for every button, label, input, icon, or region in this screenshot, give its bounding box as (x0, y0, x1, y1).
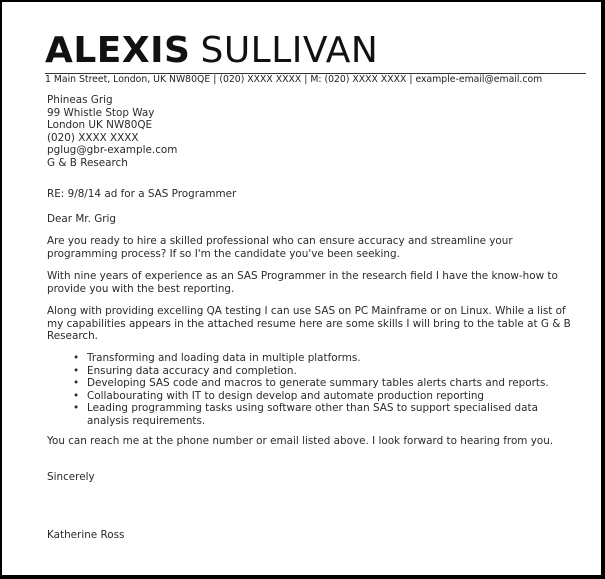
recipient-city: London UK NW80QE (47, 119, 153, 131)
recipient-block (47, 94, 177, 169)
applicant-phone: (020) XXXX XXXX (219, 74, 302, 85)
salutation: Dear Mr. Grig (47, 213, 117, 225)
recipient-company: G & B Research (47, 156, 128, 169)
list-item: • Collabourating with IT to design develop and automate production reporting (47, 390, 571, 403)
applicant-first-name: ALEXIS (45, 30, 191, 71)
list-item: • Transforming and loading data in multiple platforms. (47, 352, 571, 365)
contact-separator: | (409, 74, 413, 85)
applicant-last-name: SULLIVAN (200, 30, 379, 71)
recipient-name: Phineas Grig (47, 94, 113, 106)
recipient-phone: (020) XXXX XXXX (47, 131, 139, 144)
applicant-email: example-email@email.com (415, 74, 543, 85)
letter-page (2, 2, 601, 575)
applicant-contact-line (45, 74, 542, 86)
paragraph-experience: With nine years of experience as an SAS Programmer in the research field I have the know-how to provide you with the best reporting. (47, 270, 558, 295)
list-item: • Leading programming tasks using software other than SAS to support specialised data analysis requirements. (47, 402, 571, 427)
contact-separator: | (304, 74, 308, 85)
paragraph-capabilities: Along with providing excelling QA testing I can use SAS on PC Mainframe or on Linux. While a list of my capabilities appears in the attached resume here are some skills I will bring to the table at G & B Research. (47, 305, 571, 342)
list-item: • Developing SAS code and macros to generate summary tables alerts charts and reports. (47, 377, 571, 390)
signature-name: Katherine Ross (47, 529, 125, 541)
applicant-address: 1 Main Street, London, UK NW80QE (45, 74, 211, 85)
skills-list (47, 352, 571, 427)
recipient-email: pglug@gbr-example.com (47, 144, 178, 156)
applicant-mobile: M: (020) XXXX XXXX (310, 74, 407, 85)
recipient-street: 99 Whistle Stop Way (47, 106, 155, 119)
contact-separator: | (213, 74, 217, 85)
closing: Sincerely (47, 471, 95, 483)
applicant-name (45, 32, 378, 70)
subject-line: RE: 9/8/14 ad for a SAS Programmer (47, 188, 237, 200)
list-item: • Ensuring data accuracy and completion. (47, 365, 571, 378)
paragraph-contact: You can reach me at the phone number or email listed above. I look forward to hearing from you. (47, 435, 554, 447)
paragraph-intro: Are you ready to hire a skilled professional who can ensure accuracy and streamline your programming process? If so I'm the candidate you've been seeking. (47, 235, 513, 260)
